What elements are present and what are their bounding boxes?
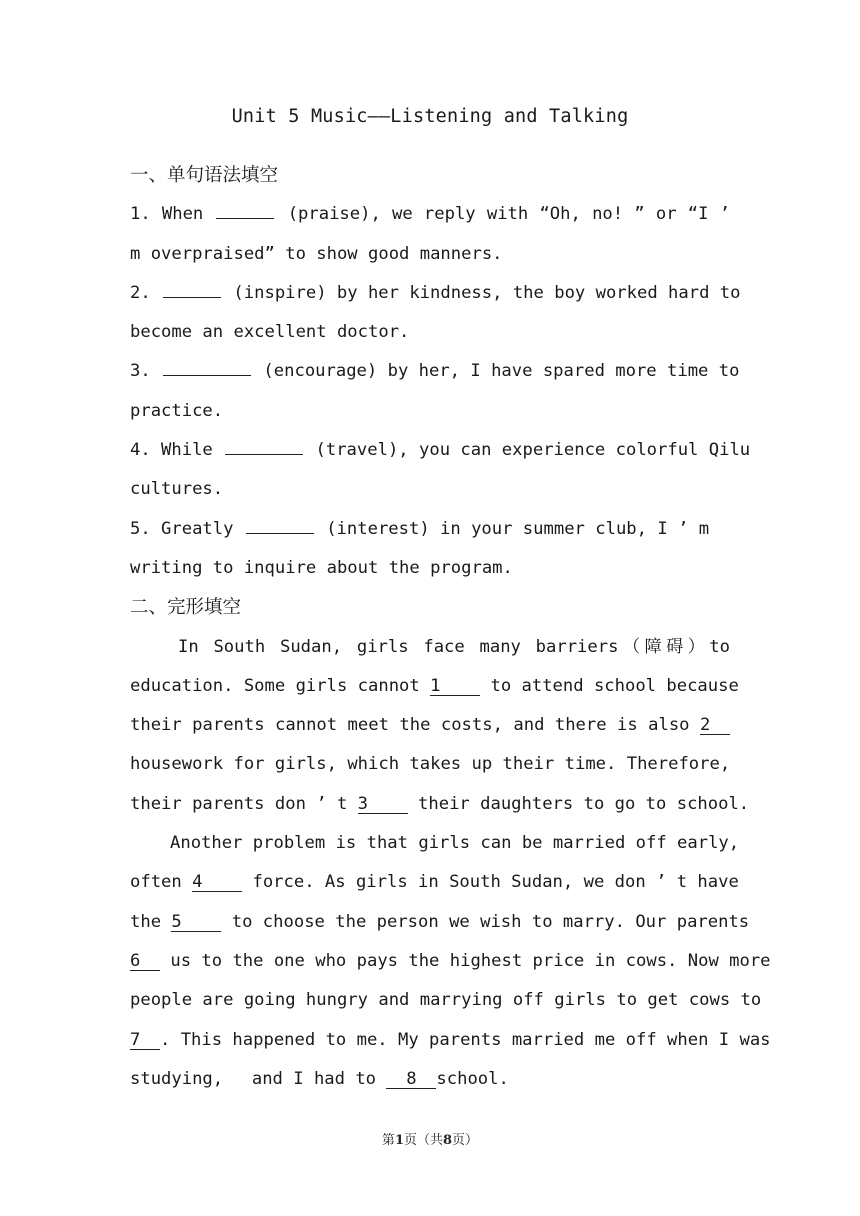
passage-line [130, 1060, 730, 1099]
document-body [130, 156, 771, 1099]
passage-line [130, 628, 730, 667]
question-1-line-1 [130, 195, 730, 234]
answer-blank-5 [246, 516, 314, 534]
question-5-hint: (interest) in your summer club, [326, 518, 647, 539]
question-3-line-2: practice. [130, 400, 224, 421]
question-5-text: I ’ m [657, 518, 710, 539]
passage-line [130, 942, 771, 981]
passage-line [130, 903, 750, 942]
passage-text: which takes up their time. Therefore, [347, 754, 731, 775]
question-4-text: 4. While [130, 440, 213, 461]
passage-text: and I had to [251, 1068, 377, 1089]
question-5-text: 5. Greatly [130, 518, 234, 539]
question-4-hint: (travel), [315, 440, 409, 461]
page-title: Unit 5 Music——Listening and Talking [231, 106, 629, 127]
question-1-text: we reply with [392, 204, 529, 225]
question-5-line-2: writing to inquire about the program. [130, 557, 513, 578]
passage-text: to choose the person we wish to marry. Our parents [231, 911, 750, 932]
passage-text: force. As girls in South Sudan, [252, 872, 574, 893]
answer-blank-2 [163, 280, 221, 298]
footer-text: 第 [381, 1133, 395, 1148]
passage-text: . This happened to me. My parents married me off when I was [160, 1029, 771, 1050]
cloze-blank-7: 7 [130, 1031, 160, 1050]
passage-text: housework for girls, [130, 754, 337, 775]
cloze-blank-2: 2 [700, 716, 730, 735]
answer-blank-4 [225, 437, 303, 455]
question-2-line-1 [130, 274, 741, 313]
passage-text: and there is also [513, 715, 690, 736]
passage-line [130, 785, 750, 824]
cloze-blank-1: 1 [430, 677, 480, 696]
page-total: 8 [443, 1133, 453, 1148]
passage-line: people are going hungry and marrying off girls to get cows to [130, 990, 762, 1011]
question-5-line-1 [130, 510, 708, 549]
cloze-blank-6: 6 [130, 952, 160, 971]
answer-blank-3 [163, 358, 251, 376]
question-4-text: you can experience colorful Qilu [419, 440, 751, 461]
cloze-blank-5: 5 [171, 913, 221, 932]
passage-text: girls face many barriers（障碍）to [356, 636, 730, 657]
passage-text: to attend school because [490, 675, 739, 696]
passage-line [130, 745, 730, 784]
passage-text: education. Some girls cannot [130, 675, 420, 696]
passage-text: us to the one who pays the highest price in cows. Now more [170, 950, 771, 971]
footer-text: 页） [452, 1133, 479, 1148]
page-footer [0, 1129, 860, 1148]
question-2-text: the boy worked hard to [512, 282, 741, 303]
page-number: 1 [394, 1133, 404, 1148]
question-3-hint: (encourage) by her, [263, 361, 461, 382]
passage-text: school. [436, 1068, 509, 1089]
passage-text: we don ’ t have [583, 872, 739, 893]
section-1-heading: 一、单句语法填空 [130, 165, 279, 186]
question-4-line-1 [130, 431, 751, 470]
question-3-line-1 [130, 352, 740, 391]
question-2-line-2: become an excellent doctor. [130, 322, 410, 343]
question-3-text: I have spared more time to [470, 361, 740, 382]
cloze-blank-8: 8 [386, 1070, 436, 1089]
question-1-text: “I ’ [687, 204, 730, 225]
passage-text: their daughters to go to school. [418, 793, 750, 814]
footer-text: 页（共 [403, 1133, 443, 1148]
question-1-text: 1. When [130, 204, 204, 225]
question-1-line-2: m overpraised” to show good manners. [130, 243, 503, 264]
passage-text: the [130, 911, 162, 932]
passage-text: often [130, 872, 182, 893]
cloze-blank-3: 3 [358, 795, 408, 814]
question-1-text: “Oh, [539, 204, 581, 225]
question-4-line-2: cultures. [130, 479, 224, 500]
section-2-heading: 二、完形填空 [130, 597, 242, 619]
passage-text: their parents cannot meet the costs, [130, 715, 503, 736]
question-2-hint: (inspire) by her kindness, [233, 282, 503, 303]
passage-line [130, 706, 730, 745]
cloze-blank-4: 4 [192, 873, 242, 892]
passage-line [130, 863, 739, 902]
passage-text: their parents don ’ t [130, 793, 348, 814]
question-1-text: no! ” [592, 204, 645, 225]
question-1-text: or [655, 204, 677, 225]
passage-text: In South Sudan, [178, 636, 343, 657]
passage-line [130, 1021, 771, 1060]
question-1-hint: (praise), [287, 204, 381, 225]
passage-text: studying, [130, 1068, 224, 1089]
question-3-text: 3. [130, 361, 151, 382]
passage-line [130, 667, 739, 706]
answer-blank-1 [216, 201, 274, 219]
question-2-text: 2. [130, 282, 151, 303]
passage-line: Another problem is that girls can be married off early, [170, 833, 740, 854]
